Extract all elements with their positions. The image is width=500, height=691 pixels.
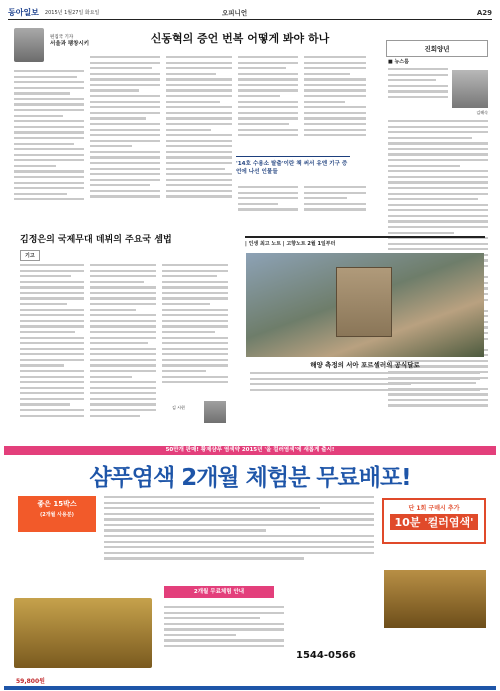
byline-title: 편집국 기자 bbox=[50, 35, 74, 40]
body-column-1 bbox=[14, 70, 84, 220]
ad-offer-line1: 단 1회 구매시 추가 bbox=[408, 505, 460, 512]
author-photo bbox=[14, 28, 44, 62]
right-column-name: 김해숙 bbox=[476, 110, 488, 115]
section-column-3 bbox=[162, 264, 228, 396]
section-kicker: 기고 bbox=[20, 250, 40, 261]
ad-badge-line2: (2개월 사용분) bbox=[40, 512, 74, 518]
promo-photo bbox=[246, 253, 484, 357]
section-author-photo bbox=[204, 401, 226, 423]
body-column-5-top bbox=[304, 56, 366, 150]
promo-header: | 인생 최고 노트 | 고향노트 2월 1일부터 bbox=[245, 236, 485, 248]
promo-caption: 해양 측정의 서아 포르셀러의 공식달로 bbox=[310, 361, 420, 369]
byline-name: 서울과 팽창시키 bbox=[50, 41, 90, 47]
body-column-2 bbox=[90, 56, 160, 220]
pull-quote: '14호 수용소 탈출'이란 책 써서 유엔 기구 증언에 나선 인물들 bbox=[236, 156, 350, 177]
byline bbox=[50, 34, 89, 48]
body-column-5-bottom bbox=[304, 186, 366, 222]
ad-badge bbox=[18, 496, 96, 532]
page-number: A29 bbox=[476, 8, 492, 17]
right-column-photo bbox=[452, 70, 488, 108]
ad-bottom-strip bbox=[4, 686, 496, 690]
right-column-label: ■ 뉴스룸 bbox=[388, 59, 409, 65]
body-column-4-top bbox=[238, 56, 298, 150]
ad-body-text bbox=[104, 496, 374, 576]
body-column-4-bottom bbox=[238, 186, 298, 222]
artwork-frame bbox=[336, 267, 392, 337]
column-headline: 신동혁의 증언 번복 어떻게 봐야 하나 bbox=[150, 32, 330, 45]
ad-badge-line1: 좋은 15박스 bbox=[37, 500, 77, 508]
promo-body bbox=[250, 372, 480, 398]
section-column-1 bbox=[20, 264, 84, 436]
ad-phone-number[interactable]: 1544-0566 bbox=[296, 650, 356, 661]
ad-headline: 샴푸염색 2개월 체험분 무료배포! bbox=[89, 465, 411, 491]
ad-product-photo bbox=[14, 598, 152, 668]
section-column-2 bbox=[90, 264, 156, 436]
section-headline: 김정은의 국제무대 데뷔의 주요국 셈법 bbox=[20, 235, 172, 245]
masthead bbox=[8, 6, 492, 20]
right-column-body-top bbox=[388, 68, 448, 112]
section-name: 오피니언 bbox=[222, 9, 248, 17]
newspaper-logo: 동아일보 bbox=[8, 7, 39, 17]
right-column-title: 진회양년 bbox=[386, 40, 488, 57]
issue-date: 2015년 1월27일 화요일 bbox=[44, 10, 100, 16]
advertisement[interactable] bbox=[4, 446, 496, 691]
ad-offer-line2: 10분 '컬러염색' bbox=[390, 514, 478, 530]
ad-offer-box bbox=[382, 498, 486, 544]
ad-mid-banner: 2개월 무료체험 안내 bbox=[164, 586, 274, 598]
ad-top-strip: 50만개 판매! 황제샴푸 염색약 2015년 '올 컬러염색'에 새롭게 출시! bbox=[4, 446, 496, 455]
section-author-name: 김 시현 bbox=[172, 405, 185, 410]
ad-detail-text bbox=[164, 606, 284, 666]
ad-price: 59,800원 bbox=[16, 678, 45, 685]
body-column-3 bbox=[166, 56, 232, 220]
ad-product-photo-2 bbox=[384, 570, 486, 628]
